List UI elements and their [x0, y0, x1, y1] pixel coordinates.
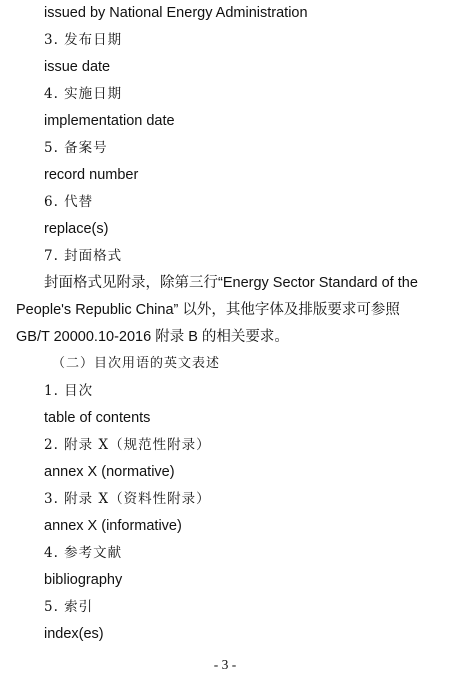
item-heading-replace: 6. 代替 [44, 194, 94, 210]
item-heading-implementation-date: 4. 实施日期 [44, 86, 123, 102]
item-heading-normative-annex: 2. 附录 X（规范性附录） [44, 437, 211, 453]
paragraph-line-2: People's Republic China” 以外，其他字体及排版要求可参照 [16, 302, 400, 318]
text-line-record-number: record number [44, 167, 139, 183]
item-heading-issue-date: 3. 发布日期 [44, 32, 123, 48]
paragraph-line-3: GB/T 20000.10-2016 附录 B 的相关要求。 [16, 329, 289, 345]
item-heading-index: 5. 索引 [44, 599, 94, 615]
text-line-implementation-date: implementation date [44, 113, 175, 129]
text-line-annex-informative: annex X (informative) [44, 518, 182, 534]
text-line-bibliography: bibliography [44, 572, 123, 588]
text-line-index: index(es) [44, 626, 104, 642]
text-line-annex-normative: annex X (normative) [44, 464, 175, 480]
text-line-replace: replace(s) [44, 221, 109, 237]
item-heading-contents: 1. 目次 [44, 383, 94, 399]
text-line-table-of-contents: table of contents [44, 410, 151, 426]
section-heading-contents-terms: （二）目次用语的英文表述 [52, 356, 221, 371]
paragraph-line-1: 封面格式见附录，除第三行“Energy Sector Standard of the [44, 275, 418, 291]
item-heading-references: 4. 参考文献 [44, 545, 123, 561]
text-line-issued-by: issued by National Energy Administration [44, 5, 308, 21]
item-heading-record-number: 5. 备案号 [44, 140, 108, 156]
text-line-issue-date: issue date [44, 59, 111, 75]
page-number: - 3 - [213, 657, 237, 672]
item-heading-cover-format: 7. 封面格式 [44, 248, 123, 264]
item-heading-informative-annex: 3. 附录 X（资料性附录） [44, 491, 211, 507]
